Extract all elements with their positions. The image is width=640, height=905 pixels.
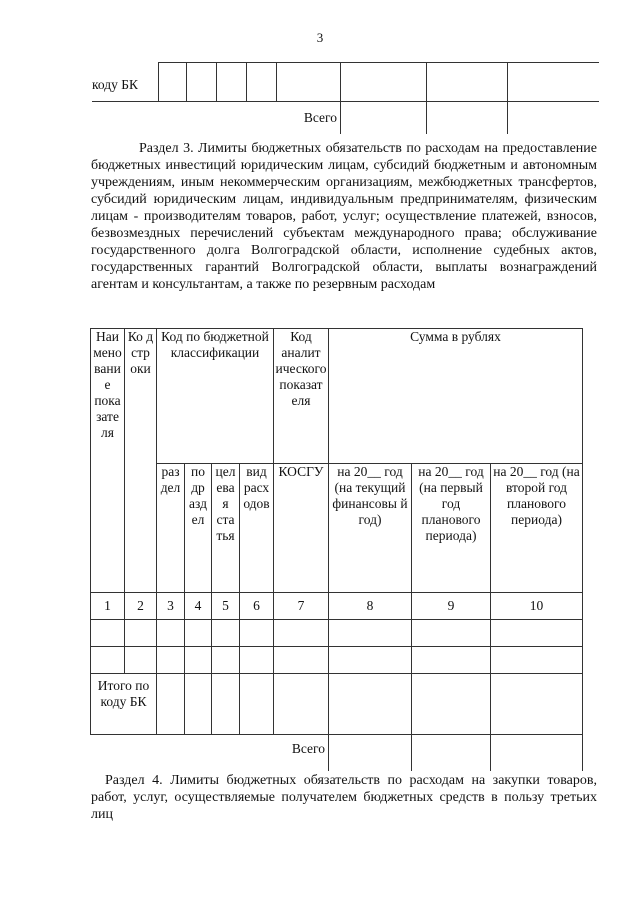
table-cell — [508, 101, 600, 134]
table-cell — [159, 63, 187, 102]
grand-total-label: Всего — [277, 101, 341, 134]
column-number: 3 — [157, 593, 185, 620]
column-number: 9 — [412, 593, 491, 620]
column-number: 8 — [329, 593, 412, 620]
header-line-code: Ко д стр оки — [125, 329, 157, 593]
header-year-current: на 20__ год (на текущий финансовы й год) — [329, 464, 412, 593]
table-cell — [508, 63, 600, 102]
table-row — [91, 647, 583, 674]
table-row — [91, 620, 583, 647]
section-3-heading: Раздел 3. Лимиты бюджетных обязательств по расходам на предоставление бюджетных инвестиций юридическим лицам, субсидий бюджетным и автономным учреждениям, иным некоммерческим организациям, межбюджетных трансфертов, субсидий юридическим лицам, индивидуальным предпринимателям, физическим лицам - производителям товаров, работ, услуг; осуществление платежей, взносов, безвозмездных перечислений субъектам международного права; обслуживание государственного долга Волгоградской области, исполнение судебных актов, государственных гарантий Волгоградской области, выплаты вознаграждений агентам и консультантам, а также по резервным расходам — [91, 141, 597, 292]
section-4-heading: Раздел 4. Лимиты бюджетных обязательств по расходам на закупки товаров, работ, услуг, осуществляемые получателем бюджетных средств в пользу третьих лиц — [91, 773, 597, 822]
table-cell — [217, 63, 247, 102]
header-target-item: цел ева я ста тья — [212, 464, 240, 593]
table-cell — [247, 63, 277, 102]
header-amount-rubles: Сумма в рублях — [329, 329, 583, 464]
header-kosgu: КОСГУ — [274, 464, 329, 593]
previous-table-fragment — [92, 62, 599, 134]
table-cell — [427, 101, 508, 134]
table-cell — [187, 63, 217, 102]
table-row — [91, 674, 583, 735]
header-year-first-plan: на 20__ год (на первый год планового периода) — [412, 464, 491, 593]
table-row — [91, 735, 583, 772]
column-number: 5 — [212, 593, 240, 620]
table-cell — [341, 63, 427, 102]
page-number: 3 — [316, 30, 324, 45]
column-number: 1 — [91, 593, 125, 620]
table-cell — [277, 63, 341, 102]
header-analytic-code: Код аналит ического показат еля — [274, 329, 329, 464]
header-subsection: по др азд ел — [185, 464, 212, 593]
table-cell — [341, 101, 427, 134]
header-year-second-plan: на 20__ год (на второй год планового периода) — [491, 464, 583, 593]
column-number: 4 — [185, 593, 212, 620]
section-3-table — [90, 328, 583, 771]
grand-total-label: Всего — [240, 735, 329, 772]
table-cell — [427, 63, 508, 102]
column-number: 10 — [491, 593, 583, 620]
column-number: 6 — [240, 593, 274, 620]
total-by-bk-label: коду БК — [92, 63, 159, 102]
header-section: раз дел — [157, 464, 185, 593]
total-by-bk-label: Итого по коду БК — [91, 674, 157, 735]
column-number: 7 — [274, 593, 329, 620]
header-expense-type: вид расх одов — [240, 464, 274, 593]
column-number: 2 — [125, 593, 157, 620]
header-budget-classification: Код по бюджетной классификации — [157, 329, 274, 464]
header-indicator-name: Наи мено вани е пока зате ля — [91, 329, 125, 593]
